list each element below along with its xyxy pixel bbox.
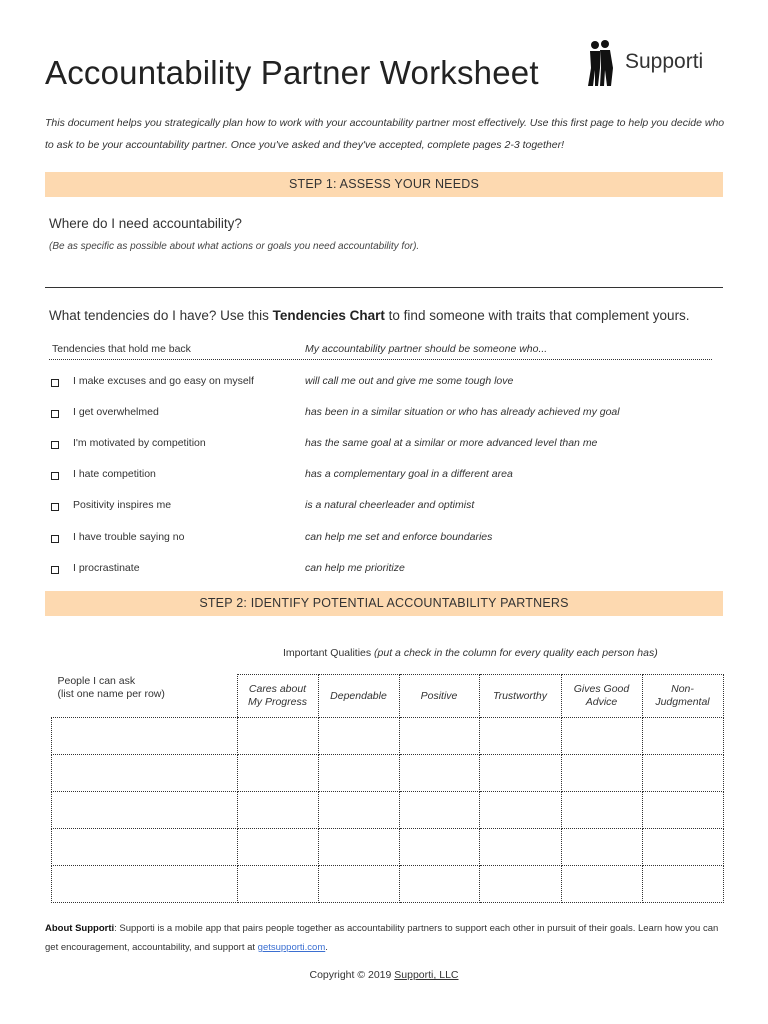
check-cell[interactable] <box>561 829 642 866</box>
accountability-question: Where do I need accountability? <box>49 216 242 231</box>
tendency-row <box>49 406 729 422</box>
name-cell[interactable] <box>52 866 238 903</box>
tendency-label: I hate competition <box>73 468 156 480</box>
tendency-row <box>49 468 729 484</box>
check-cell[interactable] <box>399 792 479 829</box>
check-cell[interactable] <box>318 829 399 866</box>
qualities-label-text: Important Qualities <box>283 647 375 659</box>
table-row <box>52 755 724 792</box>
tendencies-question-pre: What tendencies do I have? Use this <box>49 308 273 323</box>
partner-trait: will call me out and give me some tough love <box>305 375 514 387</box>
step1-banner: STEP 1: ASSESS YOUR NEEDS <box>45 172 723 197</box>
checkbox[interactable] <box>51 566 59 574</box>
tendencies-col-left: Tendencies that hold me back <box>52 343 191 355</box>
tendency-label: I procrastinate <box>73 562 140 574</box>
col-header-line1: Non- <box>671 683 694 695</box>
copyright <box>0 969 768 981</box>
partner-trait: has a complementary goal in a different area <box>305 468 513 480</box>
partner-trait: is a natural cheerleader and optimist <box>305 499 475 511</box>
check-cell[interactable] <box>479 718 561 755</box>
partner-trait: can help me set and enforce boundaries <box>305 531 493 543</box>
table-row <box>52 866 724 903</box>
qualities-hint: (put a check in the column for every quality each person has) <box>374 647 658 659</box>
check-cell[interactable] <box>318 718 399 755</box>
check-cell[interactable] <box>561 792 642 829</box>
copyright-text: Copyright © 2019 <box>309 969 395 981</box>
col-header-line1: Cares about <box>248 683 307 695</box>
tendency-row <box>49 375 729 391</box>
check-cell[interactable] <box>642 866 723 903</box>
col-header-line1: Positive <box>420 689 458 702</box>
company-link[interactable]: Supporti, LLC <box>394 969 459 981</box>
partner-trait: has the same goal at a similar or more advanced level than me <box>305 437 598 449</box>
about-text: : Supporti is a mobile app that pairs people together as accountability partners to support each other in pursuit of their goals. Learn how you can get encouragement, accountability, and support at <box>45 923 719 953</box>
check-cell[interactable] <box>399 755 479 792</box>
check-cell[interactable] <box>479 829 561 866</box>
check-cell[interactable] <box>399 829 479 866</box>
check-cell[interactable] <box>561 755 642 792</box>
check-cell[interactable] <box>237 866 318 903</box>
checkbox[interactable] <box>51 379 59 387</box>
qualities-label <box>283 647 658 659</box>
partner-trait: has been in a similar situation or who has already achieved my goal <box>305 406 620 418</box>
check-cell[interactable] <box>318 792 399 829</box>
tendency-label: I make excuses and go easy on myself <box>73 375 254 387</box>
people-header-line2: (list one name per row) <box>57 687 165 700</box>
check-cell[interactable] <box>479 755 561 792</box>
check-cell[interactable] <box>642 755 723 792</box>
supporti-logo <box>583 38 713 90</box>
col-header-line1: Trustworthy <box>492 689 548 702</box>
check-cell[interactable] <box>642 792 723 829</box>
about-label: About Supporti <box>45 923 115 934</box>
tendency-label: I'm motivated by competition <box>73 437 206 449</box>
check-cell[interactable] <box>399 718 479 755</box>
partners-table <box>51 674 724 903</box>
about-end: . <box>325 942 328 953</box>
people-header <box>52 675 238 718</box>
checkbox[interactable] <box>51 503 59 511</box>
check-cell[interactable] <box>237 755 318 792</box>
checkbox[interactable] <box>51 441 59 449</box>
check-cell[interactable] <box>561 866 642 903</box>
col-header-line2: Advice <box>585 696 618 708</box>
two-people-icon <box>583 38 619 90</box>
column-header <box>399 675 479 718</box>
logo-wordmark: Supporti <box>625 50 704 73</box>
name-cell[interactable] <box>52 755 238 792</box>
column-header <box>479 675 561 718</box>
check-cell[interactable] <box>237 829 318 866</box>
tendency-label: Positivity inspires me <box>73 499 172 511</box>
intro-text: This document helps you strategically plan how to work with your accountability partner most effectively. Use this first page to help you decide who to ask to be your accountability partner. Once you've asked and they've accepted, complete pages 2-3 together! <box>45 117 725 151</box>
check-cell[interactable] <box>479 866 561 903</box>
check-cell[interactable] <box>479 792 561 829</box>
tendency-row <box>49 562 729 578</box>
column-header <box>561 675 642 718</box>
tendency-row <box>49 531 729 547</box>
checkbox[interactable] <box>51 472 59 480</box>
name-cell[interactable] <box>52 718 238 755</box>
people-header-line1: People I can ask <box>57 674 136 687</box>
tendency-row <box>49 437 729 453</box>
check-cell[interactable] <box>561 718 642 755</box>
table-row <box>52 718 724 755</box>
tendencies-question <box>49 308 690 323</box>
checkbox[interactable] <box>51 410 59 418</box>
check-cell[interactable] <box>237 792 318 829</box>
tendencies-col-right: My accountability partner should be someone who... <box>305 343 548 355</box>
table-row <box>52 829 724 866</box>
checkbox[interactable] <box>51 535 59 543</box>
step2-banner: STEP 2: IDENTIFY POTENTIAL ACCOUNTABILITY PARTNERS <box>45 591 723 616</box>
col-header-line2: Judgmental <box>655 696 710 708</box>
check-cell[interactable] <box>399 866 479 903</box>
accountability-hint: (Be as specific as possible about what actions or goals you need accountability for). <box>49 241 420 252</box>
column-header <box>318 675 399 718</box>
name-cell[interactable] <box>52 829 238 866</box>
table-row <box>52 792 724 829</box>
col-header-line1: Dependable <box>330 689 387 702</box>
column-header <box>237 675 318 718</box>
tendency-row <box>49 499 729 515</box>
tendency-label: I get overwhelmed <box>73 406 159 418</box>
check-cell[interactable] <box>642 718 723 755</box>
tendencies-chart-label: Tendencies Chart <box>272 308 385 323</box>
supporti-link[interactable]: getsupporti.com <box>257 942 326 953</box>
about-supporti <box>45 919 725 957</box>
tendency-label: I have trouble saying no <box>73 531 185 543</box>
check-cell[interactable] <box>237 718 318 755</box>
tendencies-question-post: to find someone with traits that complement yours. <box>384 308 690 323</box>
tendencies-header-divider <box>49 359 712 360</box>
col-header-line2: My Progress <box>248 696 307 708</box>
name-cell[interactable] <box>52 792 238 829</box>
check-cell[interactable] <box>318 755 399 792</box>
col-header-line1: Gives Good <box>573 683 630 695</box>
people-header-text <box>52 675 237 701</box>
check-cell[interactable] <box>642 829 723 866</box>
answer-line[interactable] <box>45 287 723 288</box>
column-header <box>642 675 723 718</box>
page-title: Accountability Partner Worksheet <box>45 54 539 91</box>
check-cell[interactable] <box>318 866 399 903</box>
partner-trait: can help me prioritize <box>305 562 405 574</box>
